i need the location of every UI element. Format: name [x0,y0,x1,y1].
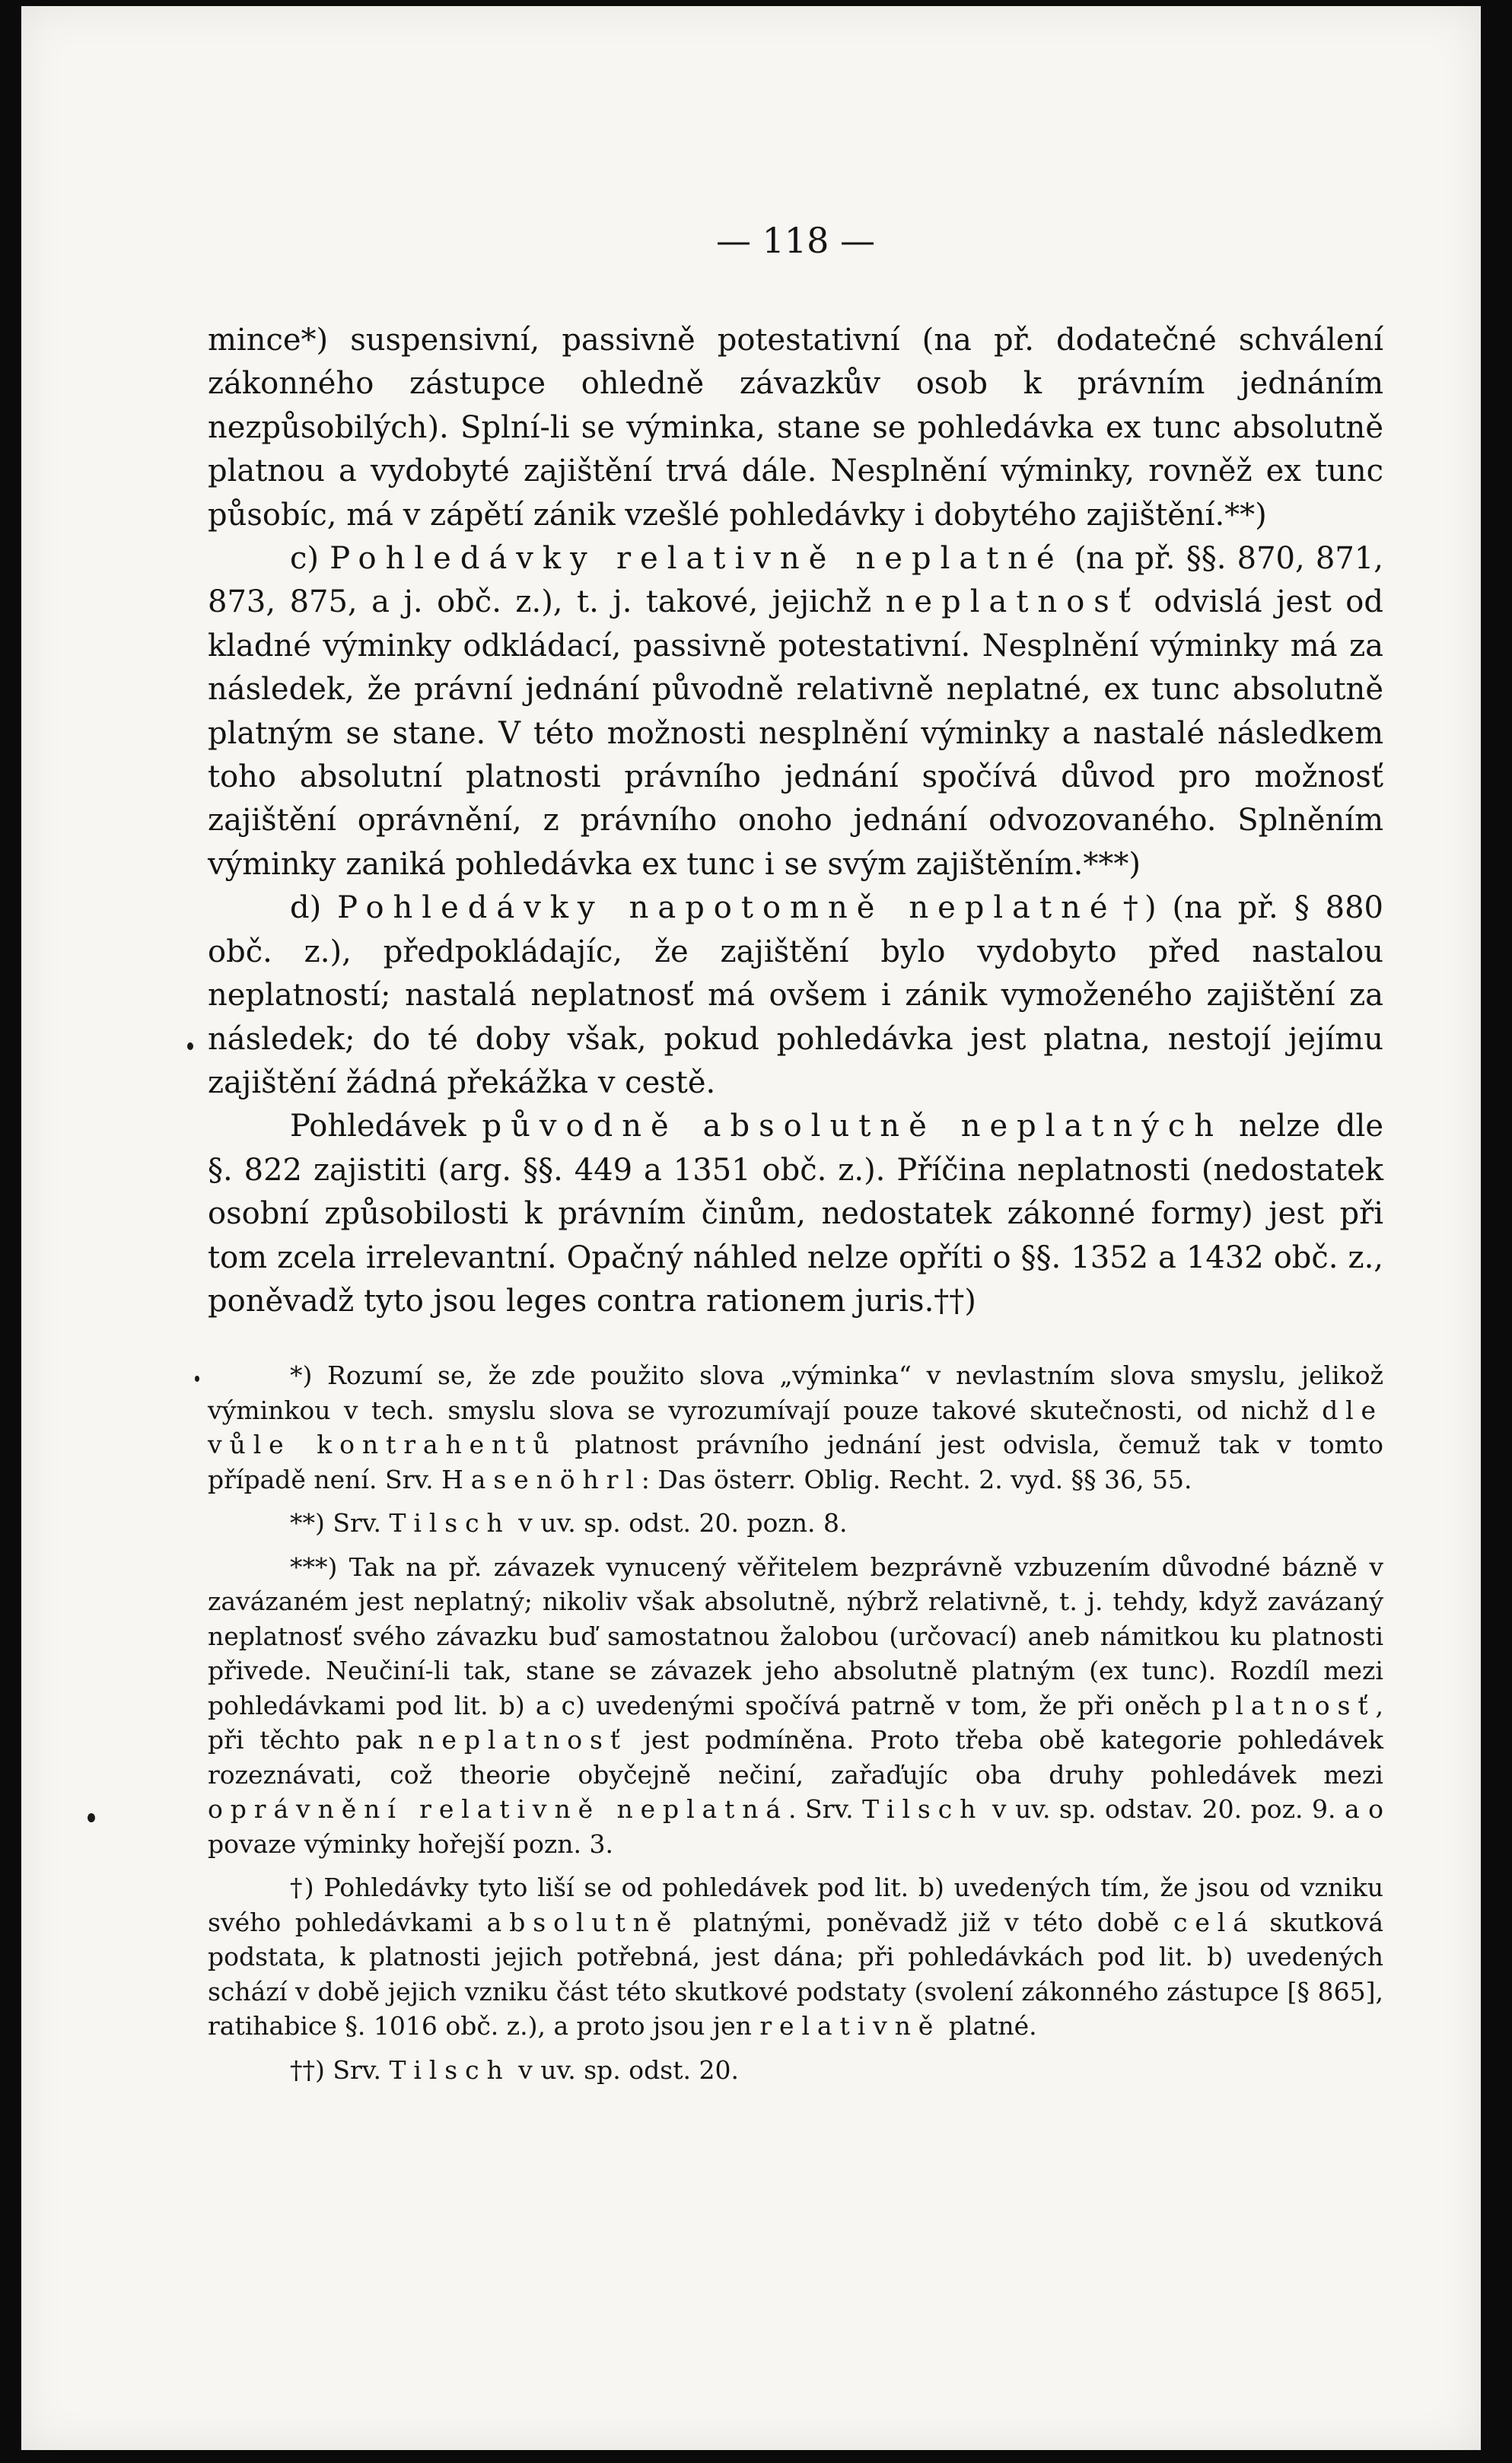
footnote [208,1870,1383,2044]
spaced-emphasis: relativně [759,2011,941,2041]
text-run: mince*) suspensivní, passivně potestativní (na př. dodatečné schválení zákonného zástupce ohledně závazkův osob k právním jednáním nezpůsobilých). Splní-li se výminka, stane se pohledávka ex tunc absolutně platnou a vydobyté zajištění trvá dále. Nesplnění výminky, rovněž ex tunc působíc, má v zápětí zánik vzešlé pohledávky i dobytého zajištění.**) [208,323,1383,533]
main-text [208,319,1383,1323]
page-number: — 118 — [715,220,876,261]
ink-speck [187,1042,193,1050]
text-run: , při těchto pak [208,1690,1383,1755]
spaced-emphasis: neplatnosť [418,1725,628,1755]
footnote [208,1506,1383,1541]
paragraph [208,319,1383,537]
footnotes [208,1358,1383,2087]
paragraph [208,537,1383,886]
text-run: v uv. sp. odst. 20. pozn. 8. [510,1508,848,1539]
footnote [208,1550,1383,1862]
text-run: v uv. sp. odst. 20. [510,2054,739,2085]
paragraph [208,1105,1383,1323]
footnote-separator [208,1323,1383,1358]
spaced-emphasis: celá [1173,1907,1256,1937]
footnote [208,2053,1383,2088]
book-page [21,6,1481,2450]
ink-speck [88,1813,95,1822]
text-run: nelze dle §. 822 zajistiti (arg. §§. 449 a 1351 obč. z.). Příčina neplatnosti (nedostatek osobní způsobilosti k právním činům, nedostatek zákonné formy) jest při tom zcela irrelevantní. Opačný náhled nelze opříti o §§. 1352 a 1432 obč. z., poněvadž tyto jsou leges contra rationem juris.††) [208,1109,1383,1319]
spaced-emphasis: původně absolutně neplatných [482,1109,1223,1144]
text-run: **) Srv. [290,1508,390,1539]
text-run: †) Pohledávky tyto liší se od pohledávek pod lit. b) uvedených tím, že jsou od vzniku svého pohledávkami [208,1873,1383,1937]
text-run: odvislá jest od kladné výminky odkládací, passivně potestativní. Nesplnění výminky má za následek, že právní jednání původně relativně neplatné, ex tunc absolutně platným se stane. V této možnosti nesplnění výminky a nastalé následkem toho absolutní platnosti právního jednání spočívá důvod pro možnosť zajištění oprávnění, z právního onoho jednání odvozovaného. Splněním výminky zaniká pohledávka ex tunc i se svým zajištěním.***) [208,584,1383,882]
ink-speck [195,1376,199,1382]
spaced-emphasis: Hasenöhrl [441,1464,641,1494]
paragraph [208,886,1383,1105]
text-run: *) Rozumí se, že zde použito slova „výminka“ v nevlastním slova smyslu, jelikož výminkou v tech. smyslu slova se vyrozumívají pouze takové skutečnosti, od nichž [208,1360,1383,1425]
spaced-emphasis: Pohledávky napotomně neplatné [337,890,1117,926]
text-run: ††) Srv. [290,2054,390,2085]
text-run: platné. [941,2011,1037,2041]
text-run: d) [290,890,338,926]
spaced-emphasis: dle vůle kontrahentů [208,1395,1383,1460]
text-run: platnými, poněvadž již v této době [679,1907,1173,1937]
text-run: †) (na př. § 880 obč. z.), předpokládajíc, že zajištění bylo vydobyto před nastalou neplatností; nastalá neplatnosť má ovšem i zánik vymoženého zajištění za následek; do té doby však, pokud pohledávka jest platna, nestojí jejímu zajištění žádná překážka v cestě. [208,890,1383,1100]
text-run: platnost právního jednání jest odvisla, čemuž tak v tomto případě není. Srv. [208,1430,1383,1494]
spaced-emphasis: Tilsch [389,2054,511,2085]
text-run: v uv. sp. odstav. 20. poz. 9. a o povaze výminky hořejší pozn. 3. [208,1794,1384,1859]
text-run: jest podmíněna. Proto třeba obě kategorie pohledávek rozeznávati, což theorie obyčejně nečiní, zařaďujíc oba druhy pohledávek mezi [208,1725,1384,1790]
spaced-emphasis: platnosť [1211,1690,1376,1720]
spaced-emphasis: oprávnění relativně neplatná [208,1794,788,1825]
spaced-emphasis: Tilsch [862,1794,984,1825]
text-run: : Das österr. Oblig. Recht. 2. vyd. §§ 36, 55. [641,1464,1192,1494]
spaced-emphasis: Pohledávky relativně neplatné [329,541,1064,577]
text-run: skutková podstata, k platnosti jejich potřebná, jest dána; při pohledávkách pod lit. b) uvedených schází v době jejich vzniku část této skutkové podstaty (svolení zákonného zástupce [§ 865], ratihabice §. 1016 obč. z.), a proto jsou jen [208,1907,1384,2041]
text-run: c) [290,541,330,577]
text-run: (na př. §§. 870, 871, 873, 875, a j. obč. z.), t. j. takové, jejichž [208,541,1383,620]
spaced-emphasis: Tilsch [389,1508,511,1539]
text-run: . Srv. [788,1794,863,1825]
page-content [208,220,1384,2087]
text-run: ***) Tak na př. závazek vynucený věřitelem bezprávně vzbuzením důvodné bázně v zavázaném jest neplatný; nikoliv však absolutně, nýbrž relativně, t. j. tehdy, když zavázaný neplatnosť svého závazku buď samostatnou žalobou (určovací) aneb námitkou ku platnosti přivede. Neučiní-li tak, stane se závazek jeho absolutně platným (ex tunc). Rozdíl mezi pohledávkami pod lit. b) a c) uvedenými spočívá patrně v tom, že při oněch [208,1551,1383,1720]
spaced-emphasis: absolutně [486,1907,680,1937]
footnote [208,1358,1383,1497]
spaced-emphasis: neplatnosť [885,584,1140,620]
text-run: Pohledávek [290,1109,482,1144]
